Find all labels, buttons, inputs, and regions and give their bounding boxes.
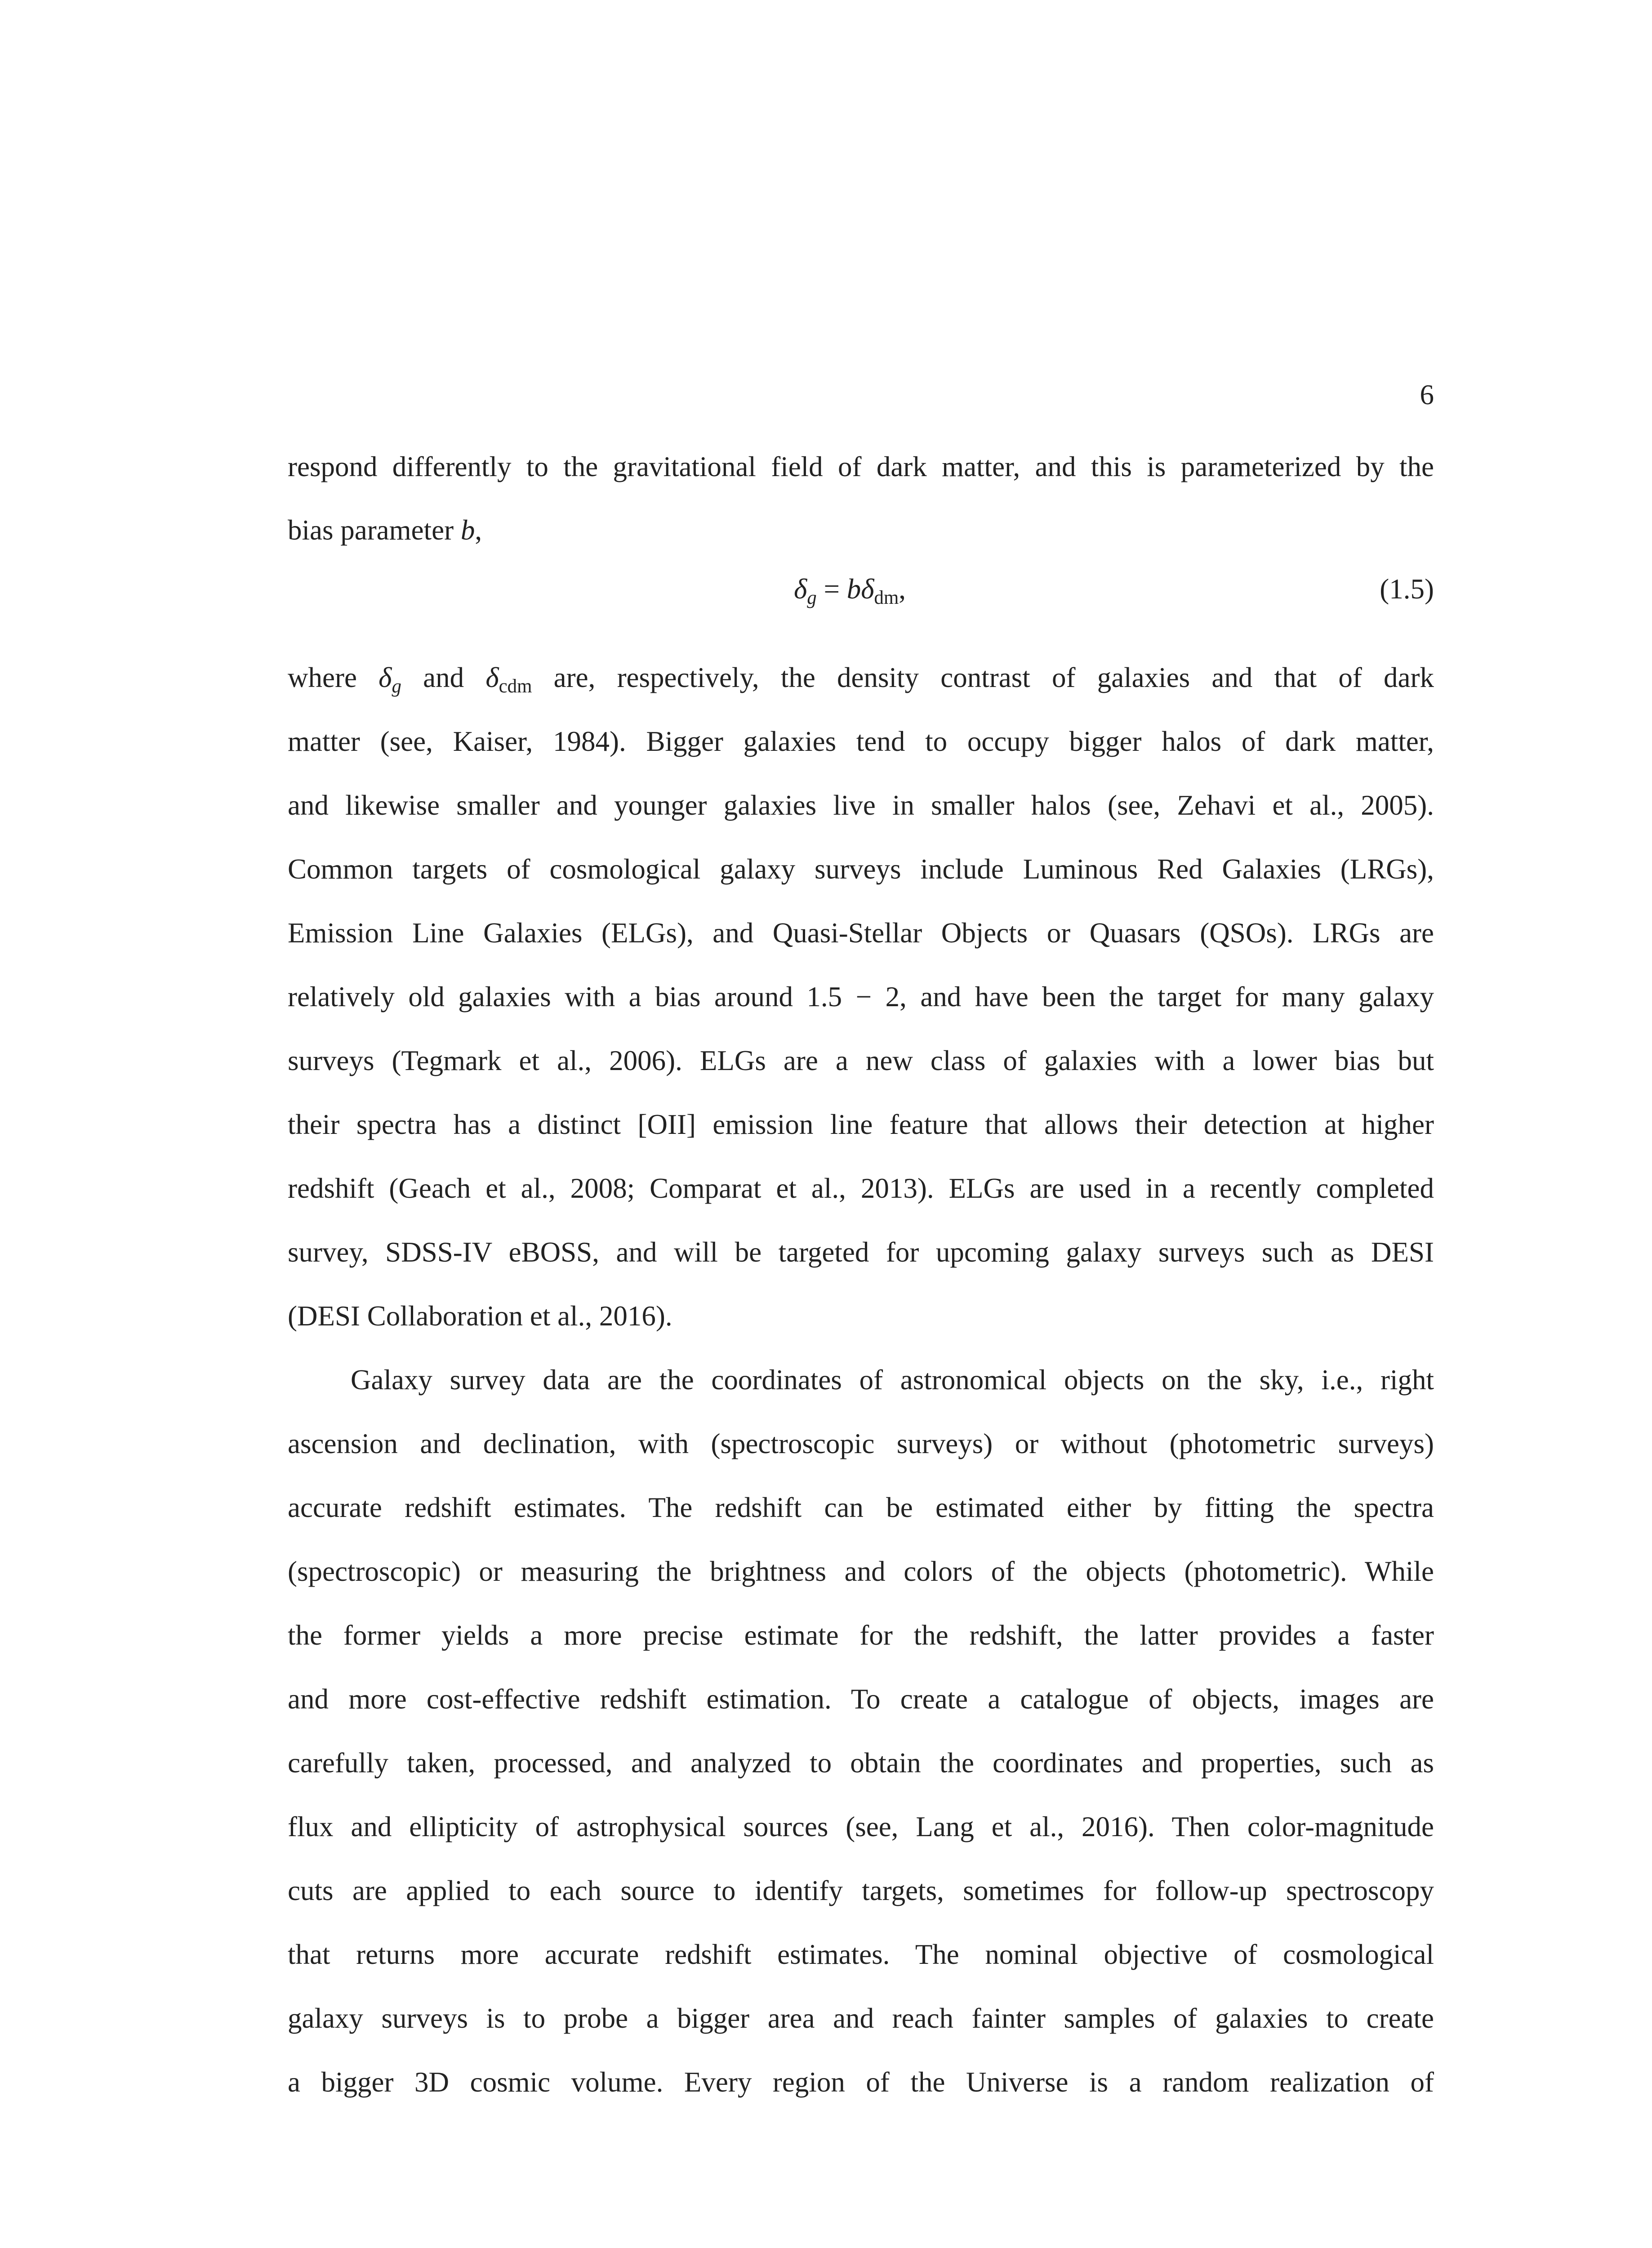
paragraph-3-line-6: and more cost-effective redshift estimation. To create a catalogue of objects, images are: [288, 1683, 1434, 1715]
paragraph-2-line-7: surveys (Tegmark et al., 2006). ELGs are a new class of galaxies with a lower bias but: [288, 1045, 1434, 1076]
punctuation: ,: [899, 573, 906, 605]
punctuation: ,: [475, 514, 482, 546]
paragraph-2-line-4: Common targets of cosmological galaxy surveys include Luminous Red Galaxies (LRGs),: [288, 853, 1434, 885]
paragraph-1-line-2: [288, 512, 1434, 548]
paragraph-3-line-2: ascension and declination, with (spectroscopic surveys) or without (photometric surveys): [288, 1428, 1434, 1459]
paragraph-3-line-12: a bigger 3D cosmic volume. Every region of the Universe is a random realization of: [288, 2066, 1434, 2098]
math-symbol: δ: [861, 573, 874, 605]
paragraph-3-line-10: that returns more accurate redshift estimates. The nominal objective of cosmological: [288, 1939, 1434, 1970]
math-symbol: δ: [794, 573, 807, 605]
text-span: bias parameter: [288, 514, 461, 546]
math-subscript: g: [807, 587, 817, 608]
paragraph-3-line-11: galaxy surveys is to probe a bigger area and reach fainter samples of galaxies to create: [288, 2003, 1434, 2034]
paragraph-2-line-3: and likewise smaller and younger galaxies live in smaller halos (see, Zehavi et al., 2005).: [288, 789, 1434, 821]
equation-number: (1.5): [1380, 573, 1434, 605]
math-subscript: dm: [874, 587, 899, 608]
paragraph-2-line-9: redshift (Geach et al., 2008; Comparat et al., 2013). ELGs are used in a recently completed: [288, 1173, 1434, 1204]
paragraph-3-line-5: the former yields a more precise estimate for the redshift, the latter provides a faster: [288, 1619, 1434, 1651]
paragraph-3-line-3: accurate redshift estimates. The redshift can be estimated either by fitting the spectra: [288, 1492, 1434, 1523]
paragraph-2-line-8: their spectra has a distinct [OII] emission line feature that allows their detection at higher: [288, 1109, 1434, 1140]
paragraph-3-line-4: (spectroscopic) or measuring the brightness and colors of the objects (photometric). While: [288, 1556, 1434, 1587]
text-span: are, respectively, the density contrast of galaxies and that of dark: [532, 662, 1434, 693]
math-subscript: cdm: [499, 675, 532, 697]
paragraph-2-line-11: (DESI Collaboration et al., 2016).: [288, 1300, 672, 1332]
math-variable: b: [460, 514, 475, 546]
paragraph-2-line-1: [288, 660, 1434, 696]
text-span: and: [401, 662, 486, 693]
paragraph-1-line-1: respond differently to the gravitational field of dark matter, and this is parameterized by the: [288, 451, 1434, 482]
paragraph-3-line-9: cuts are applied to each source to identify targets, sometimes for follow-up spectroscopy: [288, 1875, 1434, 1906]
math-subscript: g: [392, 675, 401, 697]
paragraph-2-line-6: relatively old galaxies with a bias around 1.5 − 2, and have been the target for many galaxy: [288, 981, 1434, 1012]
math-symbol: δ: [485, 662, 499, 693]
text-span: where: [288, 662, 379, 693]
math-variable: b: [846, 573, 861, 605]
paragraph-2-line-2: matter (see, Kaiser, 1984). Bigger galaxies tend to occupy bigger halos of dark matter,: [288, 726, 1434, 757]
equation-1-5: [794, 571, 906, 607]
paragraph-3-line-8: flux and ellipticity of astrophysical sources (see, Lang et al., 2016). Then color-magnitude: [288, 1811, 1434, 1842]
paragraph-3-line-7: carefully taken, processed, and analyzed to obtain the coordinates and properties, such as: [288, 1747, 1434, 1779]
paragraph-2-line-5: Emission Line Galaxies (ELGs), and Quasi-Stellar Objects or Quasars (QSOs). LRGs are: [288, 917, 1434, 949]
math-symbol: δ: [378, 662, 392, 693]
page-number: 6: [1420, 379, 1434, 410]
paragraph-2-line-10: survey, SDSS-IV eBOSS, and will be targeted for upcoming galaxy surveys such as DESI: [288, 1236, 1434, 1268]
paragraph-3-line-1: Galaxy survey data are the coordinates of astronomical objects on the sky, i.e., right: [351, 1364, 1434, 1396]
math-operator: =: [816, 573, 847, 605]
